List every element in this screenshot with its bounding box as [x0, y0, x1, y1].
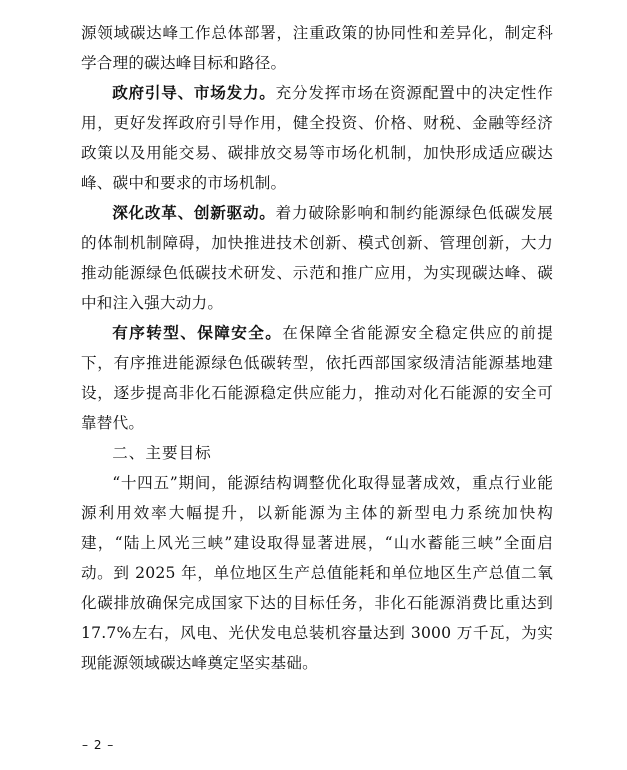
paragraph-lead: 深化改革、创新驱动。 — [112, 204, 276, 222]
paragraph-text: 充分发挥市场在资源配置中的决定性作用，更好发挥政府引导作用，健全投资、价格、财税、金融等经济政策以及用能交易、碳排放交易等市场化机制，加快形成适应碳达峰、碳中和要求的市场机制。 — [81, 84, 553, 192]
paragraph-text: 在保障全省能源安全稳定供应的前提下，有序推进能源绿色低碳转型，依托西部国家级清洁能源基地建设，逐步提高非化石能源稳定供应能力，推动对化石能源的安全可靠替代。 — [81, 324, 553, 432]
paragraph-government-guidance — [81, 78, 553, 198]
paragraph-text: 着力破除影响和制约能源绿色低碳发展的体制机制障碍，加快推进技术创新、模式创新、管理创新，大力推动能源绿色低碳技术研发、示范和推广应用，为实现碳达峰、碳中和注入强大动力。 — [81, 204, 553, 312]
section-heading-main-goals: 二、主要目标 — [112, 444, 212, 462]
paragraph-orderly-transition — [81, 318, 553, 438]
paragraph-text: “十四五”期间，能源结构调整优化取得显著成效，重点行业能源利用效率大幅提升，以新能源为主体的新型电力系统加快构建，“陆上风光三峡”建设取得显著进展，“山水蓄能三峡”全面启动。到 2025 年，单位地区生产总值能耗和单位地区生产总值二氧化碳排放确保完成国家下达的目标任务，非化石能源消费比重达到 17.7%左右，风电、光伏发电总装机容量达到 3000 万千瓦，为实现能源领域碳达峰奠定坚实基础。 — [81, 474, 553, 672]
paragraph-main-goals — [81, 468, 553, 678]
paragraph-deepen-reform — [81, 198, 553, 318]
paragraph-continuation — [81, 18, 553, 78]
paragraph-lead: 政府引导、市场发力。 — [112, 84, 276, 102]
paragraph-text: 源领域碳达峰工作总体部署，注重政策的协同性和差异化，制定科学合理的碳达峰目标和路径。 — [81, 24, 553, 72]
document-body — [81, 18, 553, 678]
paragraph-lead: 有序转型、保障安全。 — [112, 324, 283, 342]
page-number: – 2 – — [82, 738, 115, 752]
